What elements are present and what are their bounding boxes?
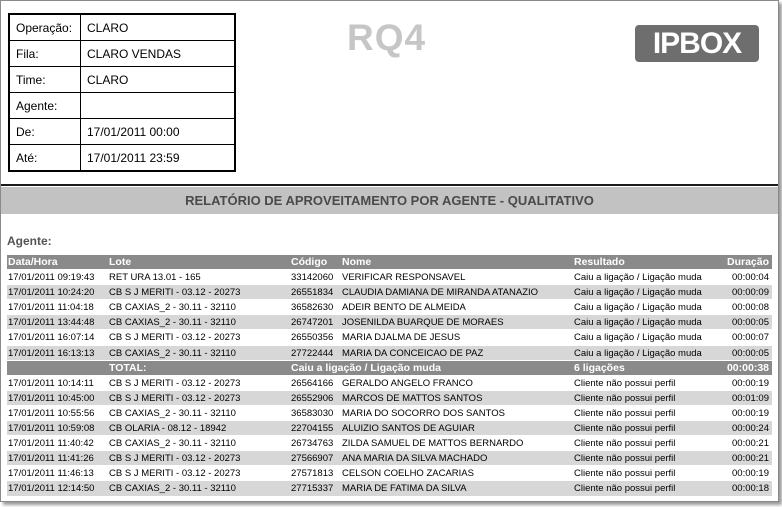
info-value: 17/01/2011 00:00 — [81, 119, 236, 145]
cell-duracao: 00:00:05 — [732, 317, 769, 329]
total-duracao: 00:00:38 — [726, 361, 769, 374]
cell-resultado: Cliente não possui perfil — [574, 483, 676, 495]
info-label: Time: — [9, 67, 81, 93]
cell-codigo: 26747201 — [291, 317, 334, 329]
cell-duracao: 00:00:09 — [732, 287, 769, 299]
table-row — [7, 406, 772, 421]
cell-resultado: Cliente não possui perfil — [574, 468, 676, 480]
cell-lote: CB S J MERITI - 03.12 - 20273 — [109, 392, 241, 404]
info-row-fila — [9, 41, 235, 67]
table-row — [7, 376, 772, 391]
table-row — [7, 315, 772, 330]
cell-resultado: Cliente não possui perfil — [574, 453, 676, 465]
cell-lote: CB CAXIAS_2 - 30.11 - 32110 — [109, 347, 236, 359]
info-row-operacao — [9, 14, 235, 41]
cell-codigo: 33142060 — [291, 272, 334, 284]
cell-nome: CELSON COELHO ZACARIAS — [342, 468, 474, 480]
cell-nome: JOSENILDA BUARQUE DE MORAES — [342, 317, 504, 329]
cell-nome: ANA MARIA DA SILVA MACHADO — [342, 453, 488, 465]
cell-datahora: 17/01/2011 11:40:42 — [8, 438, 94, 450]
cell-nome: MARIA DA CONCEICAO DE PAZ — [342, 347, 484, 359]
cell-nome: CLAUDIA DAMIANA DE MIRANDA ATANAZIO — [342, 287, 539, 299]
cell-resultado: Caiu a ligação / Ligação muda — [574, 347, 702, 359]
col-header-duracao: Duração — [726, 256, 769, 268]
cell-datahora: 17/01/2011 16:07:14 — [8, 332, 95, 344]
cell-duracao: 00:00:19 — [732, 468, 769, 480]
cell-datahora: 17/01/2011 12:14:50 — [8, 483, 95, 495]
cell-lote: CB S J MERITI - 03.12 - 20273 — [109, 287, 241, 299]
info-row-ate — [9, 145, 235, 172]
cell-resultado: Cliente não possui perfil — [574, 423, 676, 435]
cell-lote: CB OLARIA - 08.12 - 18942 — [109, 423, 227, 435]
cell-datahora: 17/01/2011 10:14:11 — [8, 377, 94, 389]
col-header-codigo: Código — [291, 256, 328, 268]
cell-resultado: Cliente não possui perfil — [574, 392, 676, 404]
cell-codigo: 22704155 — [291, 423, 334, 435]
agent-label: Agente: — [7, 234, 52, 248]
cell-duracao: 00:00:21 — [732, 438, 769, 450]
info-label: Operação: — [9, 14, 81, 41]
cell-datahora: 17/01/2011 10:55:56 — [8, 407, 95, 419]
cell-nome: GERALDO ANGELO FRANCO — [342, 377, 473, 389]
cell-datahora: 17/01/2011 09:19:43 — [8, 272, 95, 284]
group-sem-perfil — [7, 376, 772, 497]
cell-lote: CB CAXIAS_2 - 30.11 - 32110 — [109, 302, 236, 314]
cell-lote: CB S J MERITI - 03.12 - 20273 — [109, 377, 241, 389]
cell-lote: RET URA 13.01 - 165 — [109, 272, 201, 284]
cell-duracao: 00:01:09 — [732, 392, 769, 404]
cell-resultado: Caiu a ligação / Ligação muda — [574, 332, 702, 344]
report-code: RQ4 — [347, 17, 427, 58]
cell-nome: ALUIZIO SANTOS DE AGUIAR — [342, 423, 475, 435]
col-header-resultado: Resultado — [574, 256, 625, 268]
cell-datahora: 17/01/2011 10:59:08 — [8, 423, 95, 435]
table-row — [7, 421, 772, 436]
total-label: TOTAL: — [109, 361, 147, 374]
cell-duracao: 00:00:08 — [732, 302, 769, 314]
cell-duracao: 00:00:19 — [732, 377, 769, 389]
info-value: CLARO VENDAS — [81, 41, 236, 67]
cell-duracao: 00:00:04 — [732, 272, 769, 284]
cell-codigo: 26550356 — [291, 332, 334, 344]
cell-codigo: 27722444 — [291, 347, 334, 359]
cell-duracao: 00:00:24 — [732, 423, 769, 435]
table-row — [7, 481, 772, 496]
filter-info-table — [8, 13, 236, 172]
cell-datahora: 17/01/2011 13:44:48 — [8, 317, 95, 329]
cell-duracao: 00:00:19 — [732, 407, 769, 419]
cell-codigo: 26552906 — [291, 392, 334, 404]
cell-resultado: Caiu a ligação / Ligação muda — [574, 302, 702, 314]
cell-nome: ZILDA SAMUEL DE MATTOS BERNARDO — [342, 438, 524, 450]
cell-lote: CB CAXIAS_2 - 30.11 - 32110 — [109, 483, 236, 495]
cell-nome: MARIA DJALMA DE JESUS — [342, 332, 461, 344]
cell-codigo: 27566907 — [291, 453, 334, 465]
cell-nome: MARCOS DE MATTOS SANTOS — [342, 392, 483, 404]
col-header-nome: Nome — [342, 256, 372, 268]
cell-datahora: 17/01/2011 11:41:26 — [8, 453, 94, 465]
total-row — [7, 361, 772, 376]
cell-codigo: 26551834 — [291, 287, 334, 299]
info-value: CLARO — [81, 67, 236, 93]
cell-codigo: 36583030 — [291, 407, 334, 419]
cell-codigo: 36582630 — [291, 302, 334, 314]
cell-lote: CB S J MERITI - 03.12 - 20273 — [109, 468, 241, 480]
cell-duracao: 00:00:18 — [732, 483, 769, 495]
info-row-time — [9, 67, 235, 93]
col-header-lote: Lote — [109, 256, 132, 268]
total-count: 6 ligações — [574, 361, 625, 374]
info-row-de — [9, 119, 235, 145]
cell-resultado: Caiu a ligação / Ligação muda — [574, 317, 702, 329]
cell-duracao: 00:00:07 — [732, 332, 769, 344]
cell-lote: CB S J MERITI - 03.12 - 20273 — [109, 453, 241, 465]
info-label: De: — [9, 119, 81, 145]
cell-codigo: 26734763 — [291, 438, 334, 450]
cell-nome: MARIA DO SOCORRO DOS SANTOS — [342, 407, 505, 419]
cell-datahora: 17/01/2011 11:04:18 — [8, 302, 94, 314]
calls-table — [7, 255, 772, 497]
cell-lote: CB CAXIAS_2 - 30.11 - 32110 — [109, 407, 236, 419]
col-header-datahora: Data/Hora — [8, 256, 58, 268]
cell-datahora: 17/01/2011 10:45:00 — [8, 392, 95, 404]
table-row — [7, 285, 772, 300]
cell-datahora: 17/01/2011 10:24:20 — [8, 287, 95, 299]
cell-resultado: Cliente não possui perfil — [574, 377, 676, 389]
table-row — [7, 451, 772, 466]
total-resultado: Caiu a ligação / Ligação muda — [291, 361, 441, 374]
cell-duracao: 00:00:05 — [732, 347, 769, 359]
table-row — [7, 391, 772, 406]
cell-nome: ADEIR BENTO DE ALMEIDA — [342, 302, 466, 314]
info-label: Até: — [9, 145, 81, 172]
cell-duracao: 00:00:21 — [732, 453, 769, 465]
cell-codigo: 26564166 — [291, 377, 334, 389]
cell-resultado: Caiu a ligação / Ligação muda — [574, 287, 702, 299]
ipbox-logo: IPBOX — [635, 25, 759, 62]
report-title: RELATÓRIO DE APROVEITAMENTO POR AGENTE - QUALITATIVO — [1, 187, 778, 214]
info-value: 17/01/2011 23:59 — [81, 145, 236, 172]
cell-resultado: Cliente não possui perfil — [574, 438, 676, 450]
cell-lote: CB S J MERITI - 03.12 - 20273 — [109, 332, 241, 344]
cell-datahora: 17/01/2011 11:46:13 — [8, 468, 94, 480]
info-row-agente — [9, 93, 235, 119]
table-row — [7, 346, 772, 361]
divider — [1, 184, 778, 186]
cell-datahora: 17/01/2011 16:13:13 — [8, 347, 95, 359]
cell-resultado: Cliente não possui perfil — [574, 407, 676, 419]
cell-lote: CB CAXIAS_2 - 30.11 - 32110 — [109, 317, 236, 329]
info-label: Agente: — [9, 93, 81, 119]
table-row — [7, 270, 772, 285]
group-caiu-ligacao — [7, 270, 772, 361]
cell-resultado: Caiu a ligação / Ligação muda — [574, 272, 702, 284]
info-value: CLARO — [81, 14, 236, 41]
table-header — [7, 255, 772, 270]
table-row — [7, 436, 772, 451]
info-value — [81, 93, 236, 119]
table-row — [7, 300, 772, 315]
cell-nome: MARIA DE FATIMA DA SILVA — [342, 483, 467, 495]
table-row — [7, 466, 772, 481]
cell-nome: VERIFICAR RESPONSAVEL — [342, 272, 466, 284]
info-label: Fila: — [9, 41, 81, 67]
table-row — [7, 330, 772, 345]
cell-lote: CB CAXIAS_2 - 30.11 - 32110 — [109, 438, 236, 450]
cell-codigo: 27715337 — [291, 483, 334, 495]
cell-codigo: 27571813 — [291, 468, 334, 480]
